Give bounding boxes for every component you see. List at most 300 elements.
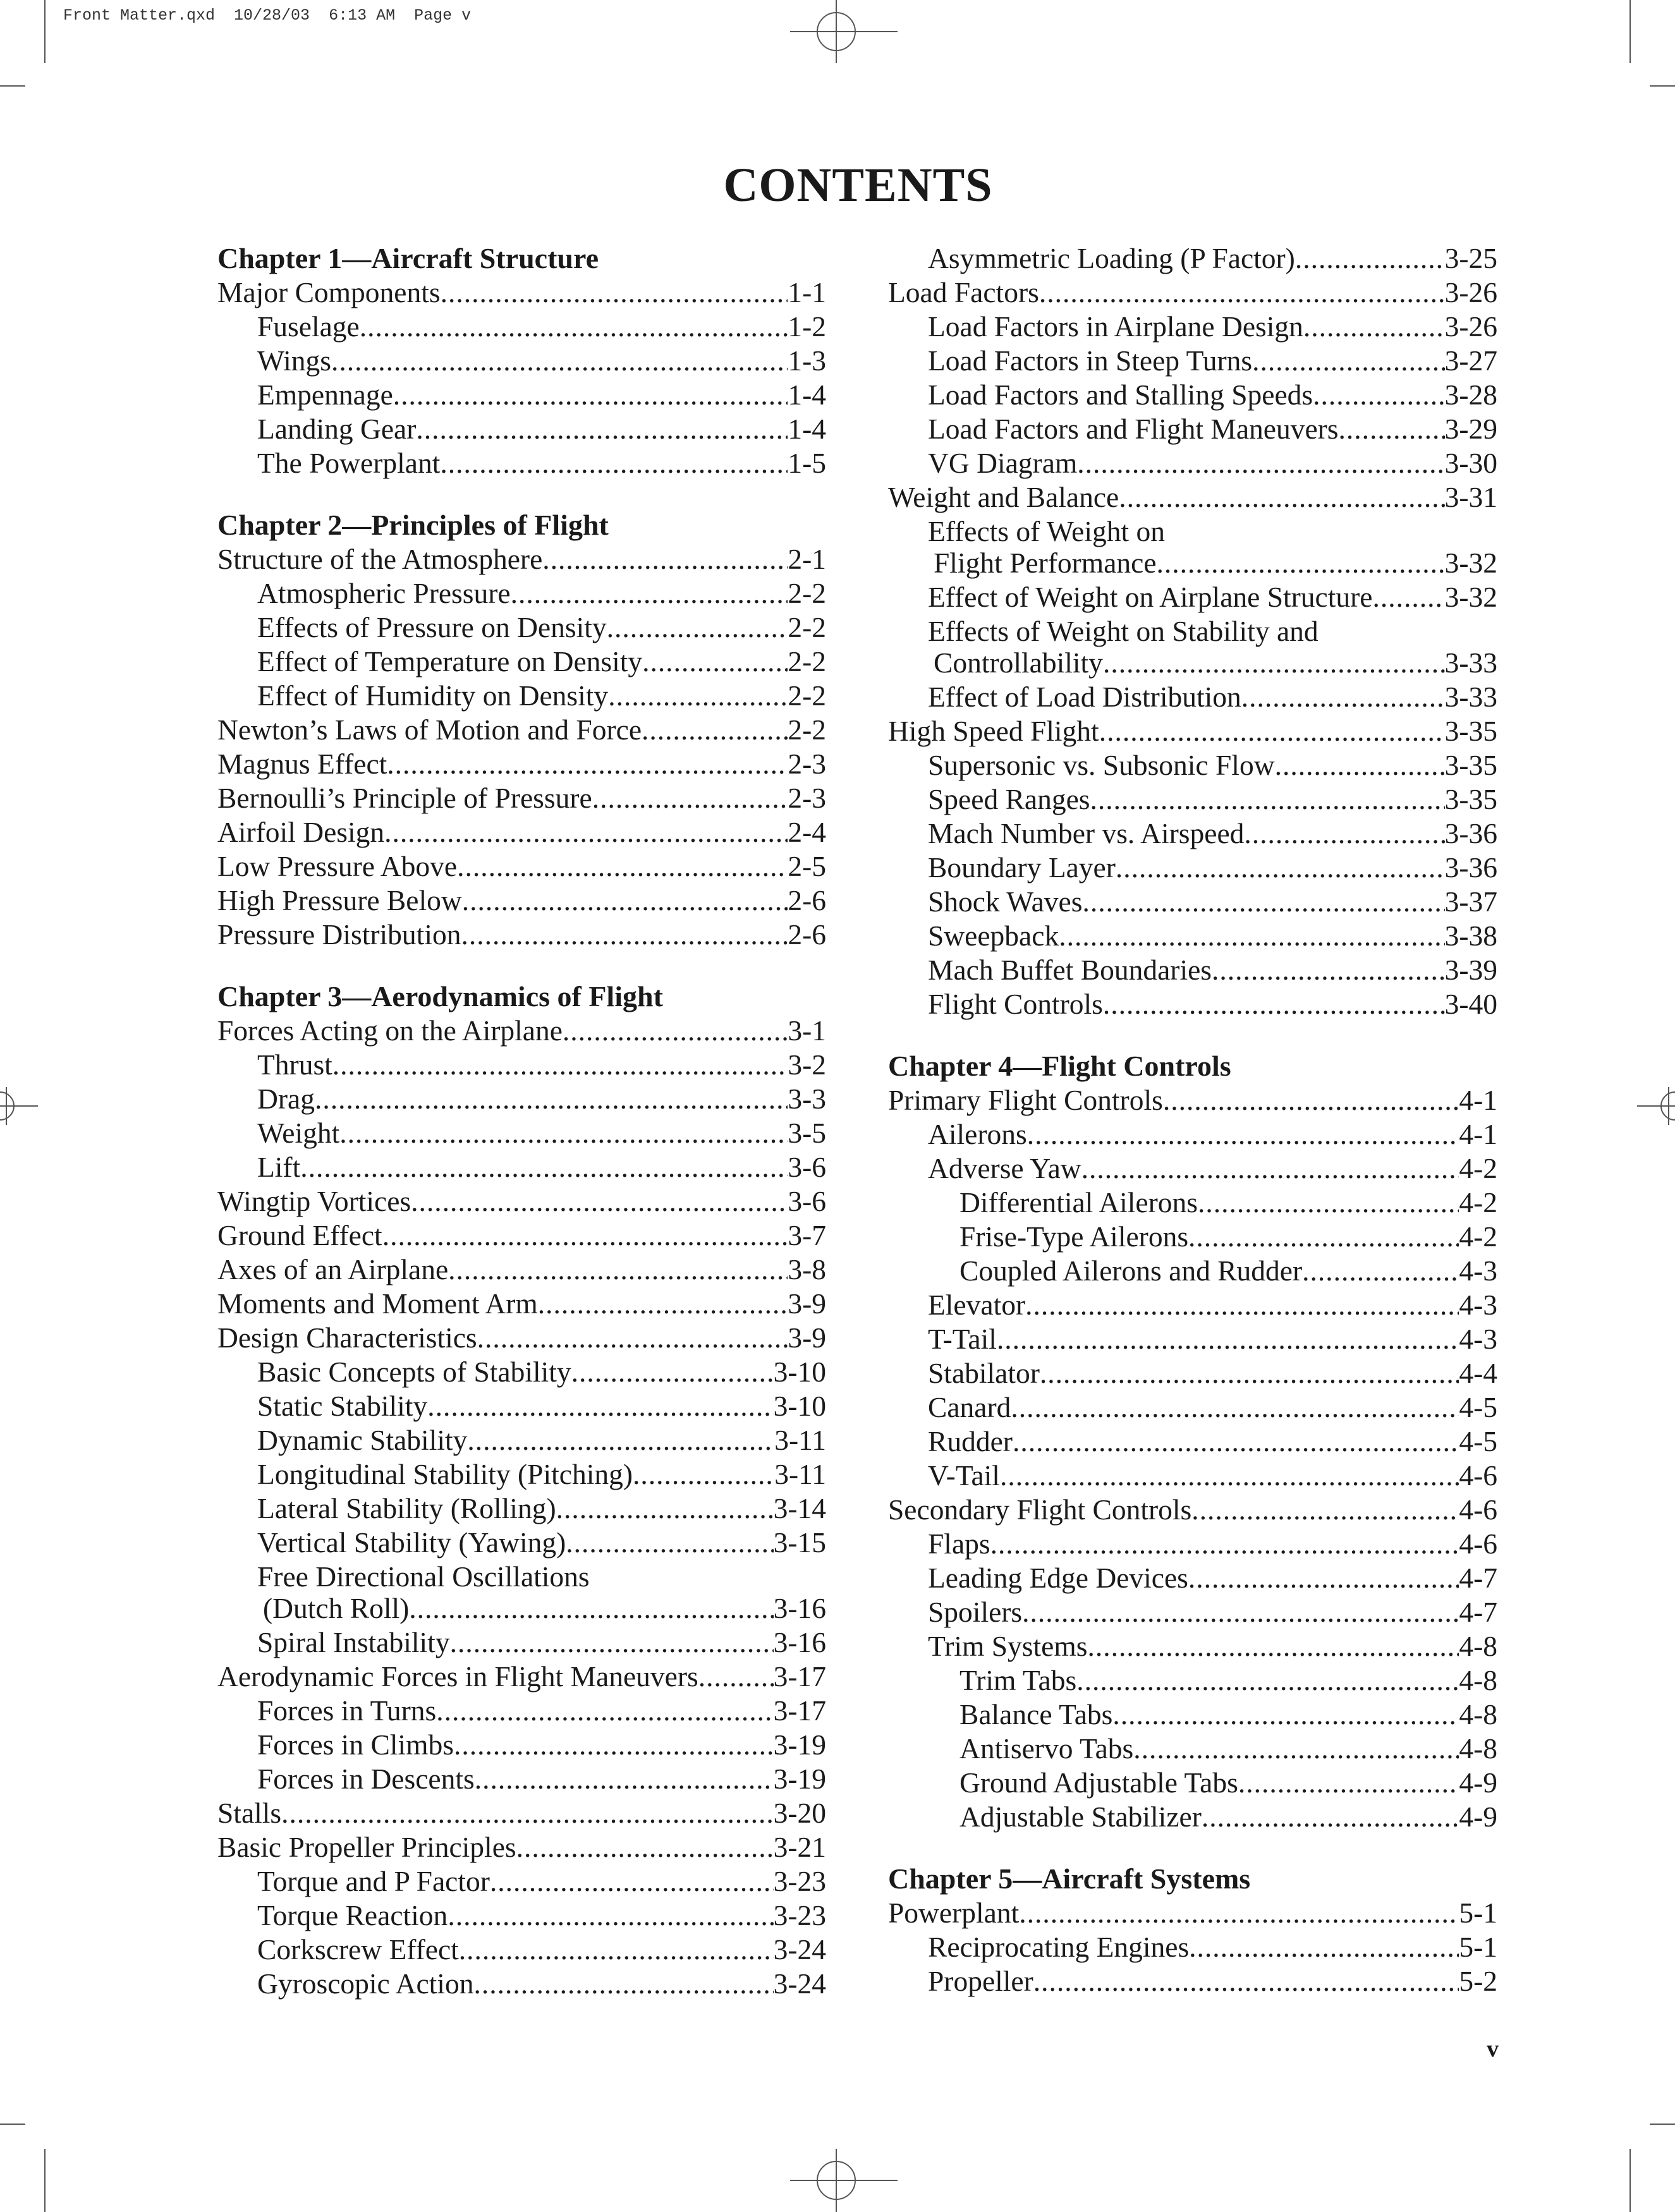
toc-entry-page: 3-35 <box>1444 783 1497 815</box>
dot-leader <box>556 1492 774 1526</box>
toc-entry-label: Coupled Ailerons and Rudder <box>959 1255 1303 1287</box>
dot-leader <box>1252 344 1444 378</box>
toc-entry-page: 3-14 <box>773 1492 826 1524</box>
dot-leader <box>281 1796 773 1830</box>
toc-entry[interactable] <box>888 1561 1497 1595</box>
toc-entry-page: 4-3 <box>1459 1255 1497 1287</box>
toc-entry-page: 3-26 <box>1444 310 1497 343</box>
toc-entry-label: Drag <box>257 1083 315 1115</box>
dot-leader <box>1103 987 1445 1021</box>
toc-entry-page: 3-25 <box>1444 242 1497 274</box>
toc-entry-label: Low Pressure Above <box>217 850 458 882</box>
toc-entry-page: 4-6 <box>1459 1528 1497 1560</box>
toc-entry-label: Secondary Flight Controls <box>888 1493 1192 1526</box>
toc-entry[interactable] <box>217 1218 826 1253</box>
toc-entry[interactable] <box>888 241 1497 276</box>
toc-entry-page: 2-6 <box>788 884 826 916</box>
toc-entry[interactable] <box>217 1830 826 1864</box>
toc-entry-label: Wings <box>257 344 331 377</box>
toc-entry[interactable] <box>217 378 826 412</box>
toc-entry[interactable] <box>217 781 826 815</box>
toc-entry-page: 3-23 <box>773 1899 826 1931</box>
toc-entry[interactable] <box>888 851 1497 885</box>
dot-leader <box>571 1355 774 1389</box>
dot-leader <box>1033 1964 1459 1998</box>
toc-entry-page: 4-8 <box>1459 1630 1497 1662</box>
toc-entry[interactable] <box>217 542 826 576</box>
toc-entry[interactable] <box>888 782 1497 817</box>
section-spacer <box>888 1834 1497 1862</box>
dot-leader <box>436 1694 773 1728</box>
toc-entry-page: 2-2 <box>788 714 826 746</box>
toc-entry-page: 4-7 <box>1459 1562 1497 1594</box>
dot-leader <box>1188 1220 1459 1254</box>
dot-leader <box>592 781 788 815</box>
toc-entry-page: 3-6 <box>788 1185 826 1217</box>
toc-entry-page: 5-1 <box>1459 1931 1497 1963</box>
toc-entry-page: 4-8 <box>1459 1732 1497 1765</box>
toc-entry[interactable] <box>217 1967 826 2001</box>
toc-entry-label: Powerplant <box>888 1897 1020 1929</box>
dot-leader <box>1119 480 1444 514</box>
toc-entry-first-line: Free Directional Oscillations <box>257 1560 590 1593</box>
toc-entry-label: Flight Controls <box>928 988 1103 1020</box>
dot-leader <box>1157 546 1445 580</box>
toc-entry[interactable] <box>888 680 1497 714</box>
toc-entry[interactable] <box>217 446 826 480</box>
toc-entry[interactable] <box>217 1048 826 1082</box>
toc-entry[interactable] <box>888 1425 1497 1459</box>
toc-entry-label: Reciprocating Engines <box>928 1931 1190 1963</box>
toc-entry-label: Effect of Temperature on Density <box>257 645 643 678</box>
toc-entry-page: 4-4 <box>1459 1357 1497 1389</box>
dot-leader <box>1013 1425 1459 1459</box>
toc-entry-label: Rudder <box>928 1425 1013 1457</box>
toc-entry-label: Gyroscopic Action <box>257 1967 474 2000</box>
toc-right-column <box>888 241 1497 1998</box>
toc-entry-page: 3-36 <box>1444 851 1497 884</box>
dot-leader <box>1039 276 1445 310</box>
toc-entry-page: 3-11 <box>774 1458 826 1490</box>
toc-entry-page: 3-32 <box>1444 581 1497 613</box>
toc-entry[interactable] <box>217 1355 826 1389</box>
toc-entry[interactable] <box>888 1698 1497 1732</box>
toc-entry-label: Airfoil Design <box>217 816 385 848</box>
toc-entry-page: 3-40 <box>1444 988 1497 1020</box>
toc-entry-page: 3-37 <box>1444 885 1497 918</box>
toc-entry-label: Wingtip Vortices <box>217 1185 411 1217</box>
crop-mark <box>0 85 25 87</box>
dot-leader <box>1040 1356 1459 1390</box>
toc-entry-label: Design Characteristics <box>217 1322 477 1354</box>
toc-entry[interactable] <box>217 344 826 378</box>
toc-entry[interactable] <box>217 1116 826 1150</box>
toc-entry-label: V-Tail <box>928 1459 1000 1492</box>
toc-entry-label: Sweepback <box>928 920 1059 952</box>
section-spacer <box>217 480 826 508</box>
toc-entry-page: 3-16 <box>773 1592 826 1624</box>
toc-entry[interactable] <box>217 1796 826 1830</box>
toc-entry-page: 4-6 <box>1459 1493 1497 1526</box>
toc-entry[interactable] <box>888 1800 1497 1834</box>
toc-entry[interactable] <box>888 1493 1497 1527</box>
toc-entry-label: Boundary Layer <box>928 851 1116 884</box>
crop-mark <box>1650 2124 1675 2125</box>
toc-entry[interactable] <box>217 645 826 679</box>
section-spacer <box>888 1021 1497 1049</box>
toc-entry-page: 4-2 <box>1459 1152 1497 1184</box>
dot-leader <box>1238 1766 1459 1800</box>
toc-entry[interactable] <box>217 1933 826 1967</box>
dot-leader <box>1295 241 1445 276</box>
toc-entry-label: Basic Propeller Principles <box>217 1831 516 1863</box>
dot-leader <box>563 1014 788 1048</box>
toc-entry[interactable] <box>217 1287 826 1321</box>
toc-entry-page: 2-5 <box>788 850 826 882</box>
toc-entry[interactable] <box>217 1694 826 1728</box>
toc-entry-page: 3-11 <box>774 1424 826 1456</box>
dot-leader <box>1191 1493 1459 1527</box>
toc-entry[interactable] <box>888 1152 1497 1186</box>
dot-leader <box>427 1389 773 1423</box>
toc-entry-label: Flight Performance <box>934 547 1157 579</box>
crop-mark <box>44 2149 46 2212</box>
toc-entry-page: 4-3 <box>1459 1289 1497 1321</box>
toc-entry[interactable] <box>888 817 1497 851</box>
toc-entry-label: Magnus Effect <box>217 748 387 780</box>
toc-entry[interactable] <box>888 1663 1497 1698</box>
toc-entry-label: Effect of Humidity on Density <box>257 679 609 712</box>
toc-entry-page: 3-9 <box>788 1322 826 1354</box>
toc-entry-label: Forces in Descents <box>257 1763 475 1795</box>
toc-entry-label: Mach Number vs. Airspeed <box>928 817 1245 849</box>
dot-leader <box>315 1082 788 1116</box>
toc-entry-label: Static Stability <box>257 1390 428 1422</box>
toc-entry[interactable] <box>217 1150 826 1184</box>
toc-entry-label: Trim Systems <box>928 1630 1088 1662</box>
dot-leader <box>467 1423 774 1457</box>
dot-leader <box>1099 714 1445 748</box>
toc-entry[interactable] <box>888 1322 1497 1356</box>
toc-entry[interactable] <box>217 713 826 747</box>
toc-entry[interactable] <box>217 611 826 645</box>
toc-entry[interactable] <box>888 1629 1497 1663</box>
toc-entry-label: Fuselage <box>257 310 360 343</box>
toc-entry[interactable] <box>217 412 826 446</box>
toc-entry-label: Controllability <box>934 647 1103 679</box>
toc-entry-label: Flaps <box>928 1528 990 1560</box>
toc-entry-page: 3-17 <box>773 1694 826 1727</box>
chapter-heading: Chapter 1—Aircraft Structure <box>217 242 599 274</box>
chapter-heading: Chapter 2—Principles of Flight <box>217 509 609 541</box>
toc-entry[interactable] <box>217 747 826 781</box>
toc-entry-page: 3-3 <box>788 1083 826 1115</box>
toc-entry[interactable] <box>888 1964 1497 1998</box>
toc-entry[interactable] <box>217 1082 826 1116</box>
toc-entry-label: Effect of Load Distribution <box>928 681 1241 713</box>
toc-entry-label: Elevator <box>928 1289 1026 1321</box>
toc-entry[interactable] <box>888 1288 1497 1322</box>
toc-entry-label: Mach Buffet Boundaries <box>928 954 1212 986</box>
dot-leader <box>990 1527 1459 1561</box>
toc-entry[interactable] <box>888 885 1497 919</box>
toc-entry-label: Lateral Stability (Rolling) <box>257 1492 556 1524</box>
toc-entry-page: 4-8 <box>1459 1664 1497 1696</box>
toc-entry[interactable] <box>888 1930 1497 1964</box>
dot-leader <box>642 645 788 679</box>
toc-entry[interactable] <box>217 1457 826 1492</box>
toc-entry-label: Major Components <box>217 276 441 308</box>
toc-entry-page: 1-1 <box>788 276 826 308</box>
dot-leader <box>1116 851 1445 885</box>
toc-entry[interactable] <box>888 1527 1497 1561</box>
toc-entry[interactable] <box>888 1220 1497 1254</box>
toc-entry-label: Ailerons <box>928 1118 1027 1150</box>
toc-entry[interactable] <box>888 412 1497 446</box>
toc-entry[interactable] <box>217 1492 826 1526</box>
toc-entry[interactable] <box>217 1253 826 1287</box>
dot-leader <box>633 1457 774 1492</box>
toc-entry-page: 4-9 <box>1459 1801 1497 1833</box>
toc-entry-label: Basic Concepts of Stability <box>257 1356 571 1388</box>
toc-entry-page: 3-32 <box>1444 547 1497 579</box>
toc-entry[interactable] <box>888 1390 1497 1425</box>
dot-leader <box>331 344 788 378</box>
toc-entry-page: 4-5 <box>1459 1391 1497 1423</box>
dot-leader <box>1025 1288 1459 1322</box>
toc-entry-page: 3-8 <box>788 1253 826 1285</box>
toc-entry-page: 3-17 <box>773 1660 826 1692</box>
toc-entry[interactable] <box>888 1896 1497 1930</box>
toc-entry[interactable] <box>888 1117 1497 1152</box>
toc-entry-label: Load Factors and Flight Maneuvers <box>928 413 1339 445</box>
toc-entry-label: Aerodynamic Forces in Flight Maneuvers <box>217 1660 698 1692</box>
toc-entry[interactable] <box>217 1389 826 1423</box>
toc-entry-page: 3-33 <box>1444 681 1497 713</box>
dot-leader <box>457 849 788 884</box>
chapter-heading: Chapter 5—Aircraft Systems <box>888 1863 1251 1895</box>
dot-leader <box>608 679 788 713</box>
dot-leader <box>1275 748 1445 782</box>
toc-entry[interactable] <box>888 1083 1497 1117</box>
toc-entry-label: Primary Flight Controls <box>888 1084 1163 1116</box>
toc-entry[interactable] <box>888 378 1497 412</box>
toc-entry-page: 4-2 <box>1459 1220 1497 1253</box>
toc-entry[interactable] <box>217 1899 826 1933</box>
toc-entry[interactable] <box>888 748 1497 782</box>
dot-leader <box>1133 1732 1459 1766</box>
toc-entry[interactable] <box>217 1591 826 1626</box>
dot-leader <box>332 1048 788 1082</box>
dot-leader <box>339 1116 788 1150</box>
file-slug: Front Matter.qxd 10/28/03 6:13 AM Page v <box>63 6 472 25</box>
toc-entry[interactable] <box>217 1423 826 1457</box>
toc-entry-page: 2-2 <box>788 645 826 678</box>
crop-mark <box>1650 85 1675 87</box>
toc-entry-page: 3-31 <box>1444 481 1497 513</box>
toc-entry[interactable] <box>217 1014 826 1048</box>
chapter-heading: Chapter 4—Flight Controls <box>888 1050 1231 1082</box>
toc-entry-label: Moments and Moment Arm <box>217 1287 538 1320</box>
dot-leader <box>387 747 788 781</box>
toc-entry-label: Antiservo Tabs <box>959 1732 1134 1765</box>
toc-entry-label: Effect of Weight on Airplane Structure <box>928 581 1373 613</box>
toc-entry-page: 3-27 <box>1444 344 1497 377</box>
toc-entry[interactable] <box>888 919 1497 953</box>
dot-leader <box>490 1864 774 1899</box>
toc-entry-page: 3-35 <box>1444 749 1497 781</box>
dot-leader <box>1103 646 1445 680</box>
dot-leader <box>1077 446 1444 480</box>
toc-entry-page: 4-3 <box>1459 1323 1497 1355</box>
toc-entry[interactable] <box>888 580 1497 614</box>
dot-leader <box>1059 919 1444 953</box>
toc-entry[interactable] <box>217 1728 826 1762</box>
dot-leader <box>1198 1186 1459 1220</box>
toc-entry-page: 2-3 <box>788 782 826 814</box>
dot-leader <box>1302 1254 1459 1288</box>
toc-entry[interactable] <box>888 1595 1497 1629</box>
toc-entry-page: 1-4 <box>788 413 826 445</box>
toc-entry[interactable] <box>888 446 1497 480</box>
toc-entry-label: Forces Acting on the Airplane <box>217 1014 563 1047</box>
registration-mark-top <box>790 0 898 63</box>
toc-entry-label: Stabilator <box>928 1357 1040 1389</box>
toc-entry-label: Lift <box>257 1151 301 1183</box>
dot-leader <box>393 378 788 412</box>
toc-entry-page: 2-2 <box>788 611 826 643</box>
toc-entry-label: Asymmetric Loading (P Factor) <box>928 242 1295 274</box>
toc-entry[interactable] <box>217 1184 826 1218</box>
toc-entry-page: 3-10 <box>773 1356 826 1388</box>
toc-entry-label: Dynamic Stability <box>257 1424 468 1456</box>
toc-entry-label: Pressure Distribution <box>217 918 461 951</box>
toc-entry-label: Longitudinal Stability (Pitching) <box>257 1458 633 1490</box>
toc-entry[interactable] <box>888 1254 1497 1288</box>
section-spacer <box>217 952 826 980</box>
toc-entry[interactable] <box>217 679 826 713</box>
toc-entry-label: Axes of an Airplane <box>217 1253 449 1285</box>
dot-leader <box>360 310 788 344</box>
toc-entry-label: Landing Gear <box>257 413 417 445</box>
toc-entry[interactable] <box>888 546 1497 580</box>
toc-entry-page: 1-4 <box>788 379 826 411</box>
dot-leader <box>448 1899 773 1933</box>
toc-entry-label: Empennage <box>257 379 393 411</box>
registration-mark-bottom <box>790 2149 898 2212</box>
dot-leader <box>511 576 788 611</box>
toc-entry[interactable] <box>888 1766 1497 1800</box>
page-number: v <box>1487 2036 1499 2062</box>
dot-leader <box>1163 1083 1459 1117</box>
toc-entry[interactable] <box>217 884 826 918</box>
dot-leader <box>566 1526 773 1560</box>
dot-leader <box>454 1728 774 1762</box>
toc-entry-label: Corkscrew Effect <box>257 1933 459 1966</box>
toc-entry[interactable] <box>217 918 826 952</box>
toc-entry-first-line: Effects of Weight on <box>928 515 1165 547</box>
toc-entry-label: Balance Tabs <box>959 1698 1113 1730</box>
toc-entry-page: 5-2 <box>1459 1965 1497 1997</box>
toc-left-column <box>217 241 826 2001</box>
toc-entry[interactable] <box>888 1732 1497 1766</box>
toc-entry-label: Speed Ranges <box>928 783 1090 815</box>
toc-entry[interactable] <box>888 1186 1497 1220</box>
toc-entry[interactable] <box>217 1526 826 1560</box>
dot-leader <box>300 1150 788 1184</box>
toc-entry-label: Shock Waves <box>928 885 1083 918</box>
toc-entry-label: Load Factors <box>888 276 1039 308</box>
toc-entry-label: Load Factors in Steep Turns <box>928 344 1253 377</box>
toc-entry[interactable] <box>217 1762 826 1796</box>
toc-entry-page: 2-4 <box>788 816 826 848</box>
toc-entry[interactable] <box>888 276 1497 310</box>
toc-entry[interactable] <box>888 1459 1497 1493</box>
toc-entry[interactable] <box>888 953 1497 987</box>
toc-entry[interactable] <box>217 815 826 849</box>
dot-leader <box>1081 1152 1459 1186</box>
toc-entry-page: 3-36 <box>1444 817 1497 849</box>
toc-entry[interactable] <box>888 646 1497 680</box>
dot-leader <box>409 1591 773 1626</box>
toc-entry-page: 3-30 <box>1444 447 1497 479</box>
dot-leader <box>459 1933 774 1967</box>
dot-leader <box>642 713 788 747</box>
dot-leader <box>1373 580 1445 614</box>
toc-entry-label: Torque Reaction <box>257 1899 448 1931</box>
toc-entry-label: Adverse Yaw <box>928 1152 1081 1184</box>
toc-entry-page: 3-38 <box>1444 920 1497 952</box>
toc-entry-page: 1-2 <box>788 310 826 343</box>
toc-entry[interactable] <box>217 576 826 611</box>
toc-entry[interactable] <box>888 987 1497 1021</box>
toc-entry-page: 4-1 <box>1459 1118 1497 1150</box>
dot-leader <box>440 446 788 480</box>
page-title: CONTENTS <box>723 159 993 212</box>
dot-leader <box>1303 310 1445 344</box>
toc-entry[interactable] <box>888 310 1497 344</box>
dot-leader <box>516 1830 774 1864</box>
toc-entry[interactable] <box>217 1321 826 1355</box>
toc-entry-page: 3-15 <box>773 1526 826 1559</box>
toc-entry[interactable] <box>888 714 1497 748</box>
toc-entry[interactable] <box>217 1660 826 1694</box>
toc-entry-label: Thrust <box>257 1048 332 1081</box>
toc-entry[interactable] <box>888 344 1497 378</box>
toc-entry[interactable] <box>217 310 826 344</box>
toc-entry-page: 3-29 <box>1444 413 1497 445</box>
toc-entry-label: Frise-Type Ailerons <box>959 1220 1189 1253</box>
dot-leader <box>448 1253 788 1287</box>
toc-entry-label: Atmospheric Pressure <box>257 577 511 609</box>
toc-entry-label: Weight and Balance <box>888 481 1119 513</box>
toc-entry[interactable] <box>217 849 826 884</box>
toc-entry-page: 3-24 <box>773 1967 826 2000</box>
toc-entry[interactable] <box>888 480 1497 514</box>
toc-entry-page: 2-1 <box>788 543 826 575</box>
toc-entry-label: Adjustable Stabilizer <box>959 1801 1202 1833</box>
toc-entry[interactable] <box>217 1864 826 1899</box>
toc-entry[interactable] <box>217 1626 826 1660</box>
toc-entry[interactable] <box>888 1356 1497 1390</box>
toc-entry-label: Ground Adjustable Tabs <box>959 1766 1238 1799</box>
dot-leader <box>1011 1390 1459 1425</box>
toc-entry-page: 3-20 <box>773 1797 826 1829</box>
toc-entry-page: 3-23 <box>773 1865 826 1897</box>
toc-entry[interactable] <box>217 276 826 310</box>
toc-entry-label: Effects of Pressure on Density <box>257 611 607 643</box>
toc-entry-label: Trim Tabs <box>959 1664 1077 1696</box>
